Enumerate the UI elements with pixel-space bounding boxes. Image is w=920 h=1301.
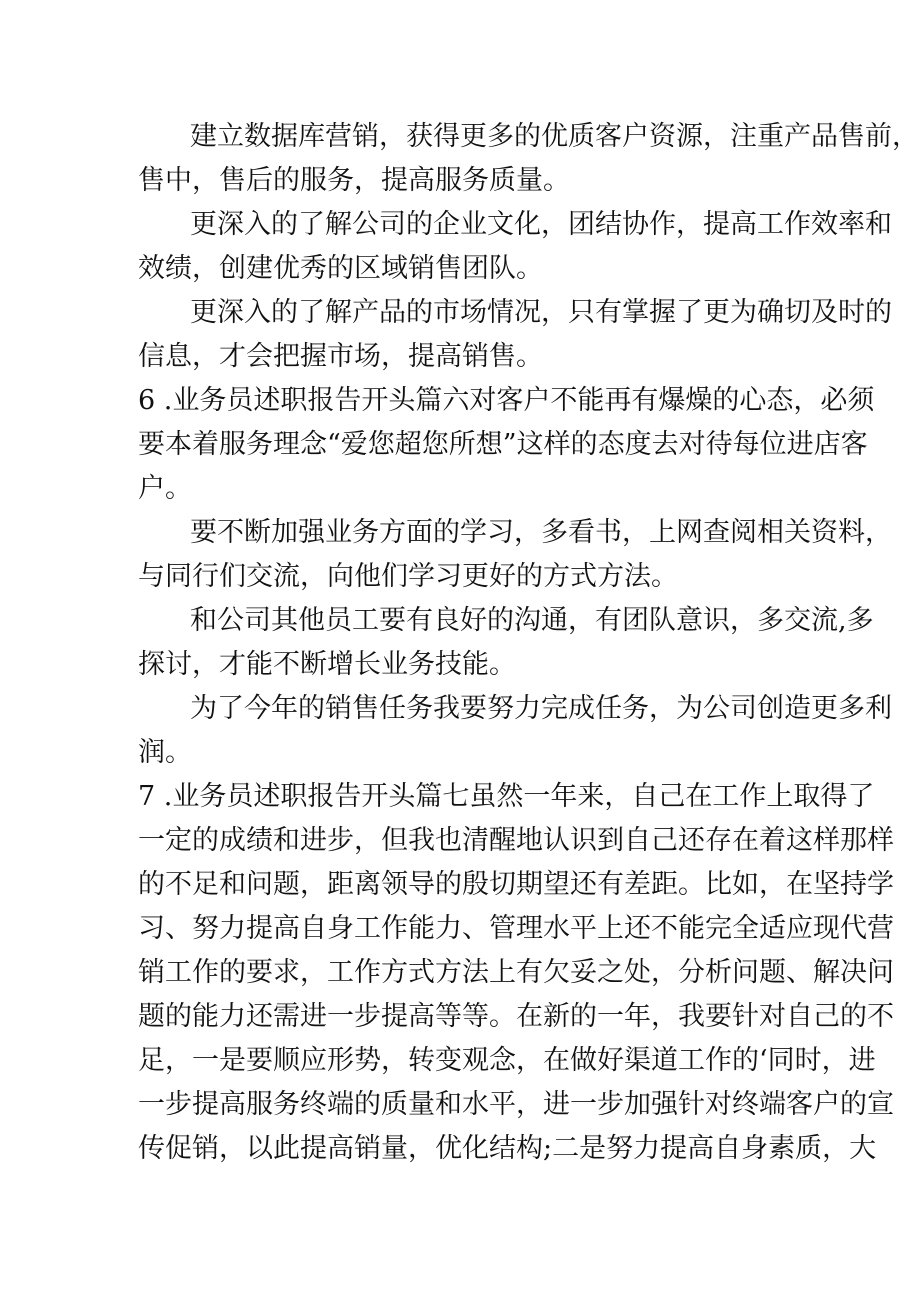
text-line: 足，一是要顺应形势，转变观念，在做好渠道工作的‘同时，进 <box>138 1045 876 1076</box>
text-line: 一步提高服务终端的质量和水平，进一步加强针对终端客户的宣 <box>138 1089 894 1120</box>
text-line: 习、努力提高自身工作能力、管理水平上还不能完全适应现代营 <box>138 913 894 944</box>
text-line: 与同行们交流，向他们学习更好的方式方法。 <box>138 561 678 592</box>
text-line: 的不足和问题，距离领导的殷切期望还有差距。比如，在坚持学 <box>138 869 894 900</box>
text-line: 题的能力还需进一步提高等等。在新的一年，我要针对自己的不 <box>138 1001 894 1032</box>
text-line: 销工作的要求，工作方式方法上有欠妥之处，分析问题、解决问 <box>138 957 894 988</box>
text-line: 更深入的了解公司的企业文化，团结协作，提高工作效率和 <box>190 209 892 240</box>
text-line: 信息，才会把握市场，提高销售。 <box>138 341 543 372</box>
text-line: 润。 <box>138 737 192 768</box>
text-line: 探讨，才能不断增长业务技能。 <box>138 649 516 680</box>
text-line: 一定的成绩和进步，但我也清醒地认识到自己还存在着这样那样 <box>138 825 894 856</box>
text-line: 6 .业务员述职报告开头篇六对客户不能再有爆燥的心态，必须 <box>138 385 875 416</box>
text-line: 售中，售后的服务，提高服务质量。 <box>138 165 570 196</box>
text-line: 要不断加强业务方面的学习，多看书，上网查阅相关资料， <box>190 517 892 548</box>
text-line: 更深入的了解产品的市场情况，只有掌握了更为确切及时的 <box>190 297 892 328</box>
text-line: 要本着服务理念“爱您超您所想”这样的态度去对待每位进店客 <box>138 429 868 460</box>
text-line: 效绩，创建优秀的区域销售团队。 <box>138 253 543 284</box>
text-line: 为了今年的销售任务我要努力完成任务，为公司创造更多利 <box>190 693 892 724</box>
text-line: 建立数据库营销，获得更多的优质客户资源，注重产品售前， <box>190 121 919 152</box>
text-line: 传促销，以此提高销量，优化结构;二是努力提高自身素质，大 <box>138 1133 877 1164</box>
text-line: 和公司其他员工要有良好的沟通，有团队意识，多交流,多 <box>190 605 874 636</box>
text-line: 7 .业务员述职报告开头篇七虽然一年来，自己在工作上取得了 <box>138 781 875 812</box>
text-line: 户。 <box>138 473 192 504</box>
